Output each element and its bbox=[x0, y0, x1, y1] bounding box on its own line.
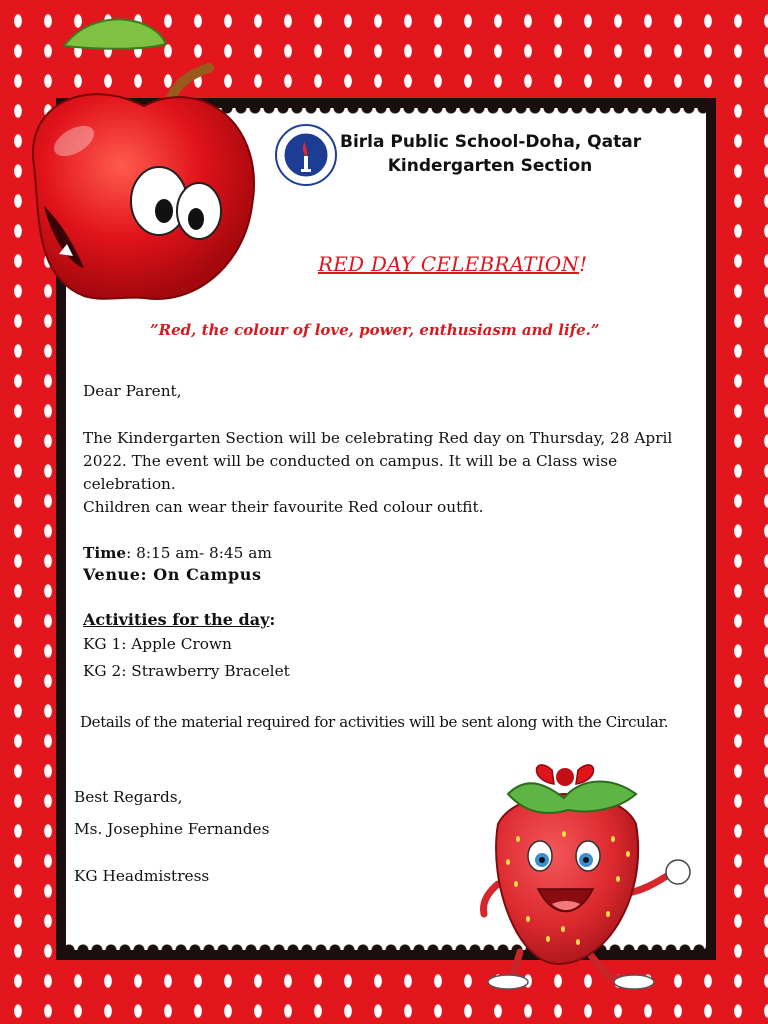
tagline-quote: ”Red, the colour of love, power, enthusiasm and life.” bbox=[150, 321, 600, 339]
apple-character-icon bbox=[4, 6, 260, 306]
section-name: Kindergarten Section bbox=[387, 156, 593, 176]
activity-item: KG 1: Apple Crown bbox=[83, 635, 232, 653]
strawberry-character-icon bbox=[468, 744, 700, 992]
school-logo-icon bbox=[275, 124, 337, 186]
title-text: RED DAY CELEBRATION bbox=[318, 252, 580, 276]
announcement-line-4: Children can wear their favourite Red colour outfit. bbox=[83, 498, 484, 516]
announcement-line-1: The Kindergarten Section will be celebrating Red day on Thursday, 28 April bbox=[83, 429, 673, 447]
greeting: Dear Parent, bbox=[83, 382, 182, 400]
closing-regards: Best Regards, bbox=[74, 788, 183, 806]
time-value: : 8:15 am- 8:45 am bbox=[126, 544, 272, 562]
school-name: Birla Public School-Doha, Qatar bbox=[340, 132, 642, 152]
signatory-role: KG Headmistress bbox=[74, 867, 210, 885]
venue: Venue: On Campus bbox=[83, 565, 262, 584]
activity-item: KG 2: Strawberry Bracelet bbox=[83, 662, 290, 680]
materials-note: Details of the material required for activities will be sent along with the Circular. bbox=[80, 713, 669, 731]
announcement-line-2: 2022. The event will be conducted on campus. It will be a Class wise bbox=[83, 452, 618, 470]
announcement-line-3: celebration. bbox=[83, 475, 176, 493]
signatory-name: Ms. Josephine Fernandes bbox=[74, 820, 270, 838]
activities-heading bbox=[83, 610, 275, 629]
activities-heading-colon: : bbox=[269, 610, 276, 629]
title-exclamation: ! bbox=[579, 252, 588, 276]
activities-heading-text: Activities for the day bbox=[83, 610, 270, 629]
page-title bbox=[318, 252, 587, 276]
time-label: Time bbox=[83, 544, 127, 562]
time-row bbox=[83, 542, 272, 565]
